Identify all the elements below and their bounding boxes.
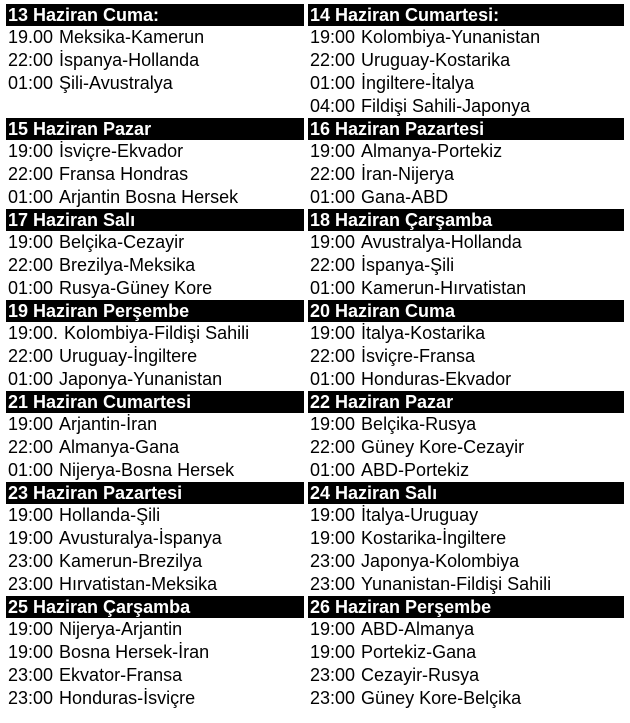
match-teams: Almanya-Gana xyxy=(59,437,180,457)
match-time: 19:00 xyxy=(8,141,54,161)
match-teams: Belçika-Rusya xyxy=(361,414,477,434)
match-teams: Japonya-Kolombiya xyxy=(361,551,520,571)
match-row xyxy=(6,641,304,664)
match-teams: Portekiz-Gana xyxy=(361,642,477,662)
match-row xyxy=(6,687,304,710)
match-teams: Japonya-Yunanistan xyxy=(59,369,223,389)
match-row xyxy=(6,72,304,95)
match-row xyxy=(6,140,304,163)
day-column xyxy=(308,596,624,710)
match-row xyxy=(6,459,304,482)
match-time: 19:00 xyxy=(8,528,54,548)
match-row xyxy=(308,277,624,300)
match-time: 01:00 xyxy=(310,73,356,93)
match-teams: İsviçre-Ekvador xyxy=(59,141,184,161)
match-row xyxy=(308,140,624,163)
day-header: 25 Haziran Çarşamba xyxy=(6,596,304,618)
day-block xyxy=(0,118,630,209)
match-row xyxy=(6,550,304,573)
match-row xyxy=(6,186,304,209)
match-row xyxy=(6,368,304,391)
match-teams: Avustralya-Hollanda xyxy=(361,232,522,252)
match-row xyxy=(308,95,624,118)
match-teams: Honduras-İsviçre xyxy=(59,688,196,708)
match-row xyxy=(308,664,624,687)
match-time: 23:00 xyxy=(8,688,54,708)
match-row xyxy=(308,573,624,596)
match-teams: İspanya-Hollanda xyxy=(59,50,200,70)
match-row xyxy=(308,26,624,49)
day-header: 15 Haziran Pazar xyxy=(6,118,304,140)
match-teams: Uruguay-İngiltere xyxy=(59,346,198,366)
match-time: 19:00 xyxy=(8,414,54,434)
day-column xyxy=(6,118,304,209)
match-row xyxy=(6,322,304,345)
match-row xyxy=(308,527,624,550)
match-teams: Ekvator-Fransa xyxy=(59,665,183,685)
day-header: 13 Haziran Cuma: xyxy=(6,4,304,26)
day-column xyxy=(6,300,304,391)
match-teams: İngiltere-İtalya xyxy=(361,73,475,93)
match-time: 01:00 xyxy=(8,278,54,298)
day-column xyxy=(6,596,304,710)
day-header: 14 Haziran Cumartesi: xyxy=(308,4,624,26)
day-column xyxy=(308,391,624,482)
match-teams: Hırvatistan-Meksika xyxy=(59,574,218,594)
day-column xyxy=(308,118,624,209)
match-row xyxy=(308,186,624,209)
day-column xyxy=(6,209,304,300)
match-row xyxy=(6,163,304,186)
match-teams: İran-Nijerya xyxy=(361,164,455,184)
match-time: 01:00 xyxy=(8,73,54,93)
match-time: 19:00 xyxy=(310,642,356,662)
match-time: 19:00 xyxy=(310,414,356,434)
day-block xyxy=(0,391,630,482)
match-teams: Yunanistan-Fildişi Sahili xyxy=(361,574,552,594)
match-time: 22:00 xyxy=(310,255,356,275)
match-teams: Rusya-Güney Kore xyxy=(59,278,213,298)
match-row xyxy=(6,504,304,527)
match-time: 19:00. xyxy=(8,323,59,343)
match-teams: Arjantin Bosna Hersek xyxy=(59,187,239,207)
match-time: 22:00 xyxy=(8,50,54,70)
match-teams: İtalya-Kostarika xyxy=(361,323,486,343)
match-time: 22:00 xyxy=(8,437,54,457)
match-time: 23:00 xyxy=(310,665,356,685)
match-time: 23:00 xyxy=(8,665,54,685)
match-row xyxy=(6,573,304,596)
match-teams: Meksika-Kamerun xyxy=(59,27,205,47)
match-row xyxy=(308,163,624,186)
match-time: 23:00 xyxy=(310,574,356,594)
match-time: 23:00 xyxy=(8,551,54,571)
match-time: 19:00 xyxy=(8,505,54,525)
match-time: 19:00 xyxy=(310,619,356,639)
match-time: 01:00 xyxy=(310,460,356,480)
match-teams: Kamerun-Hırvatistan xyxy=(361,278,527,298)
day-block xyxy=(0,4,630,118)
match-teams: Nijerya-Arjantin xyxy=(59,619,183,639)
match-row xyxy=(308,550,624,573)
match-teams: ABD-Portekiz xyxy=(361,460,470,480)
match-time: 23:00 xyxy=(310,688,356,708)
match-time: 22:00 xyxy=(8,346,54,366)
match-teams: Bosna Hersek-İran xyxy=(59,642,210,662)
match-row xyxy=(6,436,304,459)
match-time: 19:00 xyxy=(310,505,356,525)
match-row xyxy=(6,26,304,49)
match-teams: İspanya-Şili xyxy=(361,255,455,275)
day-header: 17 Haziran Salı xyxy=(6,209,304,231)
match-time: 22:00 xyxy=(310,437,356,457)
day-column xyxy=(6,482,304,596)
match-row xyxy=(308,618,624,641)
match-time: 22:00 xyxy=(310,50,356,70)
match-time: 19:00 xyxy=(8,642,54,662)
day-header: 24 Haziran Salı xyxy=(308,482,624,504)
day-column xyxy=(6,391,304,482)
match-teams: Honduras-Ekvador xyxy=(361,369,512,389)
match-row xyxy=(6,345,304,368)
day-block xyxy=(0,482,630,596)
match-time: 19:00 xyxy=(310,528,356,548)
match-time: 19:00 xyxy=(310,141,356,161)
match-time: 19:00 xyxy=(310,232,356,252)
match-time: 22:00 xyxy=(310,346,356,366)
match-time: 01:00 xyxy=(8,369,54,389)
match-teams: Arjantin-İran xyxy=(59,414,158,434)
match-teams: Belçika-Cezayir xyxy=(59,232,185,252)
match-teams: Kolombiya-Yunanistan xyxy=(361,27,541,47)
match-row xyxy=(6,49,304,72)
match-time: 01:00 xyxy=(310,187,356,207)
day-block xyxy=(0,209,630,300)
match-teams: Nijerya-Bosna Hersek xyxy=(59,460,235,480)
match-teams: Fildişi Sahili-Japonya xyxy=(361,96,531,116)
match-time: 19.00 xyxy=(8,27,54,47)
match-row xyxy=(6,664,304,687)
day-header: 22 Haziran Pazar xyxy=(308,391,624,413)
day-header: 19 Haziran Perşembe xyxy=(6,300,304,322)
match-teams: Güney Kore-Belçika xyxy=(361,688,522,708)
day-column xyxy=(308,209,624,300)
day-block xyxy=(0,300,630,391)
match-time: 01:00 xyxy=(8,460,54,480)
match-row xyxy=(308,641,624,664)
day-header: 20 Haziran Cuma xyxy=(308,300,624,322)
match-row xyxy=(308,413,624,436)
match-teams: Almanya-Portekiz xyxy=(361,141,503,161)
match-time: 04:00 xyxy=(310,96,356,116)
match-teams: İtalya-Uruguay xyxy=(361,505,479,525)
match-row xyxy=(6,618,304,641)
match-time: 19:00 xyxy=(8,232,54,252)
match-row xyxy=(308,231,624,254)
day-header: 21 Haziran Cumartesi xyxy=(6,391,304,413)
match-row xyxy=(308,72,624,95)
match-time: 19:00 xyxy=(8,619,54,639)
match-teams: Fransa Hondras xyxy=(59,164,189,184)
match-row xyxy=(308,504,624,527)
match-time: 23:00 xyxy=(8,574,54,594)
match-teams: Brezilya-Meksika xyxy=(59,255,196,275)
match-row xyxy=(308,49,624,72)
day-column xyxy=(308,482,624,596)
match-row xyxy=(6,527,304,550)
match-row xyxy=(308,254,624,277)
match-teams: Kostarika-İngiltere xyxy=(361,528,507,548)
match-time: 01:00 xyxy=(310,369,356,389)
match-row xyxy=(308,345,624,368)
match-row xyxy=(6,413,304,436)
match-row xyxy=(308,322,624,345)
match-teams: Güney Kore-Cezayir xyxy=(361,437,525,457)
match-time: 01:00 xyxy=(310,278,356,298)
day-header: 23 Haziran Pazartesi xyxy=(6,482,304,504)
day-column xyxy=(6,4,304,118)
match-time: 22:00 xyxy=(8,255,54,275)
match-row xyxy=(6,231,304,254)
match-teams: Şili-Avustralya xyxy=(59,73,173,93)
match-row xyxy=(308,459,624,482)
match-teams: Cezayir-Rusya xyxy=(361,665,480,685)
day-block xyxy=(0,596,630,710)
day-header: 26 Haziran Perşembe xyxy=(308,596,624,618)
match-time: 01:00 xyxy=(8,187,54,207)
match-teams: ABD-Almanya xyxy=(361,619,475,639)
match-time: 23:00 xyxy=(310,551,356,571)
match-time: 22:00 xyxy=(8,164,54,184)
match-teams: İsviçre-Fransa xyxy=(361,346,476,366)
day-header: 16 Haziran Pazartesi xyxy=(308,118,624,140)
match-row xyxy=(308,436,624,459)
match-row xyxy=(308,687,624,710)
match-time: 19:00 xyxy=(310,27,356,47)
match-teams: Avusturalya-İspanya xyxy=(59,528,222,548)
match-row xyxy=(6,254,304,277)
match-row xyxy=(6,277,304,300)
match-teams: Gana-ABD xyxy=(361,187,449,207)
match-teams: Uruguay-Kostarika xyxy=(361,50,511,70)
match-teams: Hollanda-Şili xyxy=(59,505,161,525)
day-column xyxy=(308,4,624,118)
match-time: 19:00 xyxy=(310,323,356,343)
match-teams: Kamerun-Brezilya xyxy=(59,551,203,571)
day-header: 18 Haziran Çarşamba xyxy=(308,209,624,231)
match-time: 22:00 xyxy=(310,164,356,184)
match-teams: Kolombiya-Fildişi Sahili xyxy=(64,323,250,343)
day-column xyxy=(308,300,624,391)
match-row xyxy=(308,368,624,391)
